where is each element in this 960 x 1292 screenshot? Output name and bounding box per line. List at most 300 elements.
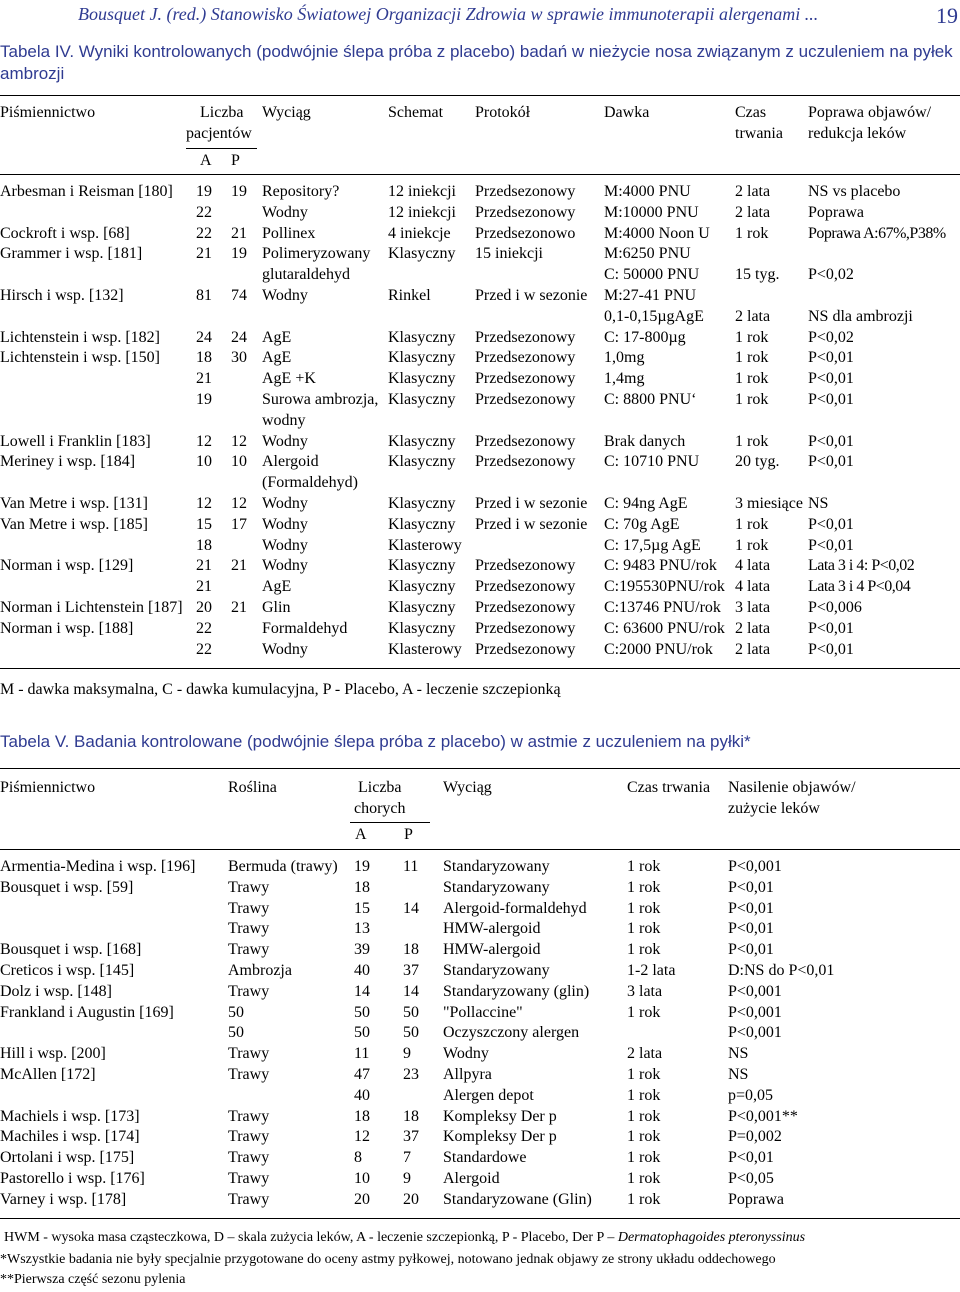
t4-cell-extract: AgE: [262, 328, 292, 346]
t4-cell-lit: Norman i wsp. [129]: [0, 557, 134, 575]
t5-cell-extract: Alergoid-formaldehyd: [443, 899, 587, 917]
t4-cell-n-p: 21: [231, 599, 247, 616]
t4-cell-protocol: Przedsezonowy: [475, 578, 576, 596]
t4-cell-schema: Klasyczny: [388, 578, 456, 596]
t4-cell-n-p: 21: [231, 557, 247, 575]
t4-cell-dose: M:27-41 PNU: [604, 287, 697, 304]
t4-cell-time: 1 rok: [735, 391, 769, 408]
footnote-species: Dermatophagoides pteronyssinus: [617, 1230, 806, 1245]
t4-cell-extract: (Formaldehyd): [262, 474, 358, 492]
t5-cell-extract: Kompleksy Der p: [443, 1107, 557, 1125]
t4-cell-result: P<0,01: [808, 349, 854, 367]
t5-cell-n-p: 18: [403, 941, 419, 959]
t5-cell-extract: "Pollaccine": [443, 1003, 523, 1021]
t5-cell-extract: Oczyszczony alergen: [443, 1024, 580, 1042]
t5-cell-result: P<0,01: [728, 1149, 774, 1167]
t5-cell-result: P<0,001: [728, 1024, 782, 1042]
t4-cell-schema: Rinkel: [388, 287, 431, 304]
t4-cell-protocol: Przedsezonowy: [475, 203, 576, 221]
t5-cell-n-a: 11: [354, 1045, 370, 1063]
t4-cell-time: 1 rok: [735, 370, 769, 388]
t4-cell-lit: Lichtenstein i wsp. [182]: [0, 328, 160, 346]
t5-cell-lit: Armentia-Medina i wsp. [196]: [0, 858, 196, 875]
t4-cell-lit: Grammer i wsp. [181]: [0, 245, 143, 263]
t5-cell-n-p: 50: [403, 1003, 419, 1021]
t4-cell-extract: Wodny: [262, 432, 308, 450]
table5-footnote-3: **Pierwsza część sezonu pylenia: [0, 1272, 186, 1287]
t4-cell-schema: Klasyczny: [388, 391, 456, 408]
t4-cell-schema: Klasyczny: [388, 515, 456, 533]
t4-cell-n-p: 74: [231, 287, 247, 304]
t4-cell-time: 2 lata: [735, 203, 771, 221]
t5-h-time: Czas trwania: [627, 779, 711, 796]
t4-cell-result: P<0,01: [808, 391, 854, 408]
t4-cell-extract: Wodny: [262, 495, 308, 512]
t5-cell-lit: Pastorello i wsp. [176]: [0, 1170, 145, 1187]
t5-cell-n-a: 13: [354, 920, 370, 938]
t4-cell-dose: C: 70g AgE: [604, 515, 680, 533]
t5-h-n2: chorych: [354, 800, 406, 817]
t4-cell-protocol: Przedsezonowy: [475, 557, 576, 575]
table4-caption: Tabela IV. Wyniki kontrolowanych (podwójnie ślepa próba z placebo) badań w nieżycie nosa związanym z uczuleniem na pyłek: [0, 42, 953, 61]
t4-cell-n-a: 19: [196, 183, 212, 200]
t5-cell-result: NS: [728, 1045, 749, 1063]
t5-cell-n-a: 50: [354, 1024, 370, 1042]
t5-cell-time: 1 rok: [627, 878, 661, 896]
t4-cell-result: P<0,01: [808, 640, 854, 658]
running-header: Bousquet J. (red.) Stanowisko Światowej Organizacji Zdrowia w sprawie immunoterapii alergenami ...: [78, 4, 819, 24]
t5-cell-plant: Ambrozja: [228, 962, 292, 979]
t4-cell-protocol: Przedsezonowy: [475, 391, 576, 408]
t4-cell-time: 4 lata: [735, 557, 771, 575]
t4-cell-extract: AgE +K: [262, 370, 316, 388]
t5-cell-n-p: 37: [403, 962, 419, 979]
t5-cell-time: 1 rok: [627, 899, 661, 917]
t5-cell-n-a: 15: [354, 899, 370, 917]
t5-cell-plant: 50: [228, 1024, 244, 1042]
t4-cell-extract: Alergoid: [262, 453, 319, 471]
t5-h-lit: Piśmiennictwo: [0, 779, 96, 796]
t4-cell-n-p: 12: [231, 495, 247, 512]
t5-cell-extract: Alergoid: [443, 1170, 500, 1187]
t4-cell-dose: Brak danych: [604, 432, 686, 450]
t4-cell-extract: Wodny: [262, 640, 308, 658]
t5-cell-extract: Standardowe: [443, 1149, 527, 1167]
table5-bottom-rule: [0, 1218, 960, 1219]
t4-cell-n-p: 24: [231, 328, 247, 346]
t4-h-schema: Schemat: [388, 104, 444, 121]
t5-cell-time: 1 rok: [627, 1190, 661, 1208]
t4-cell-dose: C:195530PNU/rok: [604, 578, 725, 596]
t5-cell-time: 1 rok: [627, 1170, 661, 1187]
t5-cell-extract: Standaryzowany: [443, 962, 550, 979]
t5-cell-n-p: 9: [403, 1045, 411, 1063]
t4-cell-dose: 1,4mg: [604, 370, 645, 388]
t4-cell-lit: Lowell i Franklin [183]: [0, 432, 151, 450]
table4-bottom-rule: [0, 668, 960, 669]
t4-cell-time: 1 rok: [735, 536, 769, 554]
t5-cell-lit: Hill i wsp. [200]: [0, 1045, 106, 1063]
t5-cell-n-a: 19: [354, 858, 370, 875]
t4-h-n-rule: [186, 148, 257, 149]
t4-cell-dose: M:6250 PNU: [604, 245, 691, 263]
t5-cell-n-a: 40: [354, 962, 370, 979]
t4-cell-lit: Norman i wsp. [188]: [0, 619, 134, 637]
t4-cell-dose: C: 9483 PNU/rok: [604, 557, 717, 575]
t4-cell-result: NS dla ambrozji: [808, 307, 913, 325]
t5-cell-n-a: 12: [354, 1128, 370, 1146]
t5-cell-n-a: 10: [354, 1170, 370, 1187]
t4-cell-time: 1 rok: [735, 432, 769, 450]
t4-cell-dose: 0,1-0,15µgAgE: [604, 307, 704, 325]
t5-cell-lit: Bousquet i wsp. [168]: [0, 941, 142, 959]
t5-cell-plant: Trawy: [228, 1149, 270, 1167]
table5-footnote-2: *Wszystkie badania nie były specjalnie przygotowane do oceny astmy pyłkowej, notowano jednak objawy ze strony układu oddechowego: [0, 1252, 776, 1267]
t4-cell-n-p: 21: [231, 224, 247, 242]
t5-cell-extract: Standaryzowane (Glin): [443, 1190, 592, 1208]
t4-cell-dose: C: 94ng AgE: [604, 495, 688, 512]
table5-footnote-1: [4, 1228, 805, 1248]
t4-h-a: A: [200, 152, 212, 169]
t4-cell-protocol: Przedsezonowy: [475, 640, 576, 658]
t5-cell-result: D:NS do P<0,01: [728, 962, 835, 979]
t4-cell-schema: 12 iniekcji: [388, 203, 456, 221]
t5-cell-plant: Trawy: [228, 1066, 270, 1083]
t4-cell-n-a: 18: [196, 349, 212, 367]
t5-cell-time: 1 rok: [627, 1086, 661, 1104]
t4-cell-n-a: 81: [196, 287, 212, 304]
t5-cell-time: 1 rok: [627, 941, 661, 959]
t5-cell-extract: Standaryzowany: [443, 858, 550, 875]
t5-cell-result: P<0,01: [728, 920, 774, 938]
t5-h-sev1: Nasilenie objawów/: [728, 779, 856, 796]
t4-cell-extract: glutaraldehyd: [262, 266, 350, 284]
t4-cell-extract: Repository?: [262, 183, 340, 200]
t4-cell-dose: C:13746 PNU/rok: [604, 599, 721, 616]
t4-h-imp2: redukcja leków: [808, 125, 907, 142]
t4-cell-result: P<0,006: [808, 599, 862, 616]
t4-cell-extract: Wodny: [262, 287, 308, 304]
table5-caption: Tabela V. Badania kontrolowane (podwójnie ślepa próba z placebo) w astmie z uczuleniem na pyłki*: [0, 732, 751, 751]
t4-cell-extract: Formaldehyd: [262, 619, 348, 637]
t5-cell-time: 1 rok: [627, 1149, 661, 1167]
t4-cell-extract: Wodny: [262, 515, 308, 533]
t4-cell-protocol: Przedsezonowy: [475, 432, 576, 450]
t4-h-lit: Piśmiennictwo: [0, 104, 96, 121]
t4-cell-lit: Arbesman i Reisman [180]: [0, 183, 173, 200]
t4-cell-dose: M:4000 PNU: [604, 183, 691, 200]
t4-cell-n-a: 21: [196, 557, 212, 575]
t5-cell-time: 1 rok: [627, 858, 661, 875]
t5-cell-plant: Trawy: [228, 878, 270, 896]
t5-cell-result: p=0,05: [728, 1086, 774, 1104]
t4-cell-time: 1 rok: [735, 224, 769, 242]
table4-top-rule: [0, 95, 960, 96]
table4-caption-cont: ambrozji: [0, 64, 65, 83]
t4-cell-schema: Klasyczny: [388, 328, 456, 346]
t4-cell-protocol: Przedsezonowy: [475, 370, 576, 388]
t5-cell-n-p: 20: [403, 1190, 419, 1208]
t5-cell-lit: Dolz i wsp. [148]: [0, 982, 112, 1000]
t4-cell-time: 2 lata: [735, 619, 771, 637]
t4-cell-result: NS vs placebo: [808, 183, 901, 200]
t5-cell-extract: HMW-alergoid: [443, 920, 541, 938]
t5-cell-result: P<0,05: [728, 1170, 774, 1187]
t4-cell-schema: Klasyczny: [388, 619, 456, 637]
t5-cell-lit: Frankland i Augustin [169]: [0, 1003, 174, 1021]
t5-cell-n-p: 14: [403, 982, 419, 1000]
t5-cell-n-a: 14: [354, 982, 370, 1000]
t5-cell-result: NS: [728, 1066, 749, 1083]
t4-cell-dose: C:2000 PNU/rok: [604, 640, 713, 658]
t4-cell-n-p: 19: [231, 183, 247, 200]
t4-cell-time: 2 lata: [735, 640, 771, 658]
t4-cell-schema: Klasterowy: [388, 536, 462, 554]
t4-cell-time: 2 lata: [735, 183, 771, 200]
t4-cell-schema: 12 iniekcji: [388, 183, 456, 200]
t5-cell-plant: Trawy: [228, 1107, 270, 1125]
t4-h-n2: pacjentów: [186, 125, 252, 142]
t5-cell-result: P<0,001**: [728, 1107, 798, 1125]
t5-cell-time: 1 rok: [627, 1128, 661, 1146]
t5-cell-lit: McAllen [172]: [0, 1066, 96, 1083]
t5-cell-result: P<0,001: [728, 858, 782, 875]
t4-cell-dose: C: 17,5µg AgE: [604, 536, 701, 554]
t4-cell-n-a: 21: [196, 245, 212, 263]
t5-cell-result: P<0,001: [728, 1003, 782, 1021]
t5-cell-n-a: 20: [354, 1190, 370, 1208]
t4-cell-schema: Klasyczny: [388, 245, 456, 263]
t5-cell-n-p: 37: [403, 1128, 419, 1146]
t4-cell-result: Lata 3 i 4: P<0,02: [808, 557, 915, 575]
t4-cell-schema: 4 iniekcje: [388, 224, 451, 242]
t4-cell-dose: 1,0mg: [604, 349, 645, 367]
t4-cell-protocol: Przedsezonowy: [475, 599, 576, 616]
t5-cell-n-p: 9: [403, 1170, 411, 1187]
t4-cell-dose: C: 17-800µg: [604, 328, 686, 346]
t4-cell-n-p: 10: [231, 453, 247, 471]
t4-cell-extract: Wodny: [262, 536, 308, 554]
t4-cell-result: NS: [808, 495, 829, 512]
t4-cell-extract: Wodny: [262, 203, 308, 221]
t5-cell-n-p: 14: [403, 899, 419, 917]
t5-cell-plant: Trawy: [228, 899, 270, 917]
t4-cell-n-a: 21: [196, 370, 212, 388]
t4-cell-n-p: 12: [231, 432, 247, 450]
t4-cell-schema: Klasyczny: [388, 453, 456, 471]
t4-cell-extract: AgE: [262, 349, 292, 367]
t5-cell-extract: Alergen depot: [443, 1086, 534, 1104]
t5-cell-time: 1 rok: [627, 1003, 661, 1021]
t4-cell-result: P<0,01: [808, 515, 854, 533]
t5-cell-plant: Trawy: [228, 1190, 270, 1208]
table5-header-rule: [0, 849, 960, 850]
t4-cell-result: Poprawa A:67%,P38%: [808, 224, 946, 242]
t5-h-extract: Wyciąg: [443, 779, 492, 796]
t4-cell-protocol: Przedsezonowy: [475, 453, 576, 471]
t4-cell-result: P<0,02: [808, 266, 854, 284]
t4-cell-extract: Polimeryzowany: [262, 245, 371, 263]
t4-cell-n-a: 21: [196, 578, 212, 596]
t5-cell-time: 1 rok: [627, 1107, 661, 1125]
t4-cell-n-a: 22: [196, 619, 212, 637]
t4-cell-time: 3 lata: [735, 599, 771, 616]
t4-cell-time: 15 tyg.: [735, 266, 780, 284]
t5-cell-extract: Wodny: [443, 1045, 489, 1063]
t5-cell-plant: Trawy: [228, 920, 270, 938]
t4-cell-time: 4 lata: [735, 578, 771, 596]
t5-cell-plant: Trawy: [228, 1045, 270, 1063]
t4-cell-n-p: 19: [231, 245, 247, 263]
t4-h-n1: Liczba: [200, 104, 244, 121]
t5-cell-lit: Varney i wsp. [178]: [0, 1190, 127, 1208]
t4-cell-time: 2 lata: [735, 307, 771, 325]
t4-cell-n-a: 22: [196, 224, 212, 242]
t4-cell-time: 1 rok: [735, 349, 769, 367]
t4-cell-extract: Pollinex: [262, 224, 316, 242]
t4-cell-protocol: Przedsezonowo: [475, 224, 576, 242]
t4-cell-schema: Klasyczny: [388, 432, 456, 450]
t4-cell-result: P<0,01: [808, 536, 854, 554]
t4-cell-extract: AgE: [262, 578, 292, 596]
t4-cell-result: Lata 3 i 4 P<0,04: [808, 578, 911, 596]
t4-cell-protocol: Przed i w sezonie: [475, 287, 588, 304]
t4-cell-n-a: 12: [196, 432, 212, 450]
t5-cell-n-a: 39: [354, 941, 370, 959]
t5-cell-lit: Creticos i wsp. [145]: [0, 962, 135, 979]
t5-cell-time: 1-2 lata: [627, 962, 676, 979]
t4-h-time1: Czas: [735, 104, 767, 121]
t5-cell-result: P<0,01: [728, 941, 774, 959]
t4-cell-n-p: 17: [231, 515, 247, 533]
t4-cell-n-a: 12: [196, 495, 212, 512]
t4-cell-extract: Wodny: [262, 557, 308, 575]
t4-cell-time: 20 tyg.: [735, 453, 780, 471]
t5-cell-result: P<0,01: [728, 878, 774, 896]
t5-cell-n-a: 50: [354, 1003, 370, 1021]
t4-cell-protocol: Przedsezonowy: [475, 183, 576, 200]
t4-cell-dose: M:4000 Noon U: [604, 224, 710, 242]
t4-cell-protocol: Przedsezonowy: [475, 349, 576, 367]
t5-h-a: A: [355, 826, 367, 843]
t5-cell-n-p: 23: [403, 1066, 419, 1083]
t4-cell-dose: C: 8800 PNU‘: [604, 391, 697, 408]
footnote-abbrev: HWM - wysoka masa cząsteczkowa, D – skala zużycia leków, A - leczenie szczepionką, P - Placebo, Der P –: [4, 1230, 615, 1245]
t5-cell-plant: Trawy: [228, 1170, 270, 1187]
t4-cell-schema: Klasyczny: [388, 557, 456, 575]
t5-cell-n-a: 18: [354, 878, 370, 896]
t4-cell-n-a: 24: [196, 328, 212, 346]
t5-cell-lit: Machiles i wsp. [174]: [0, 1128, 140, 1146]
t4-cell-result: P<0,01: [808, 619, 854, 637]
t5-cell-result: P=0,002: [728, 1128, 782, 1146]
t5-cell-n-p: 50: [403, 1024, 419, 1042]
t5-cell-n-a: 40: [354, 1086, 370, 1104]
t5-cell-plant: Bermuda (trawy): [228, 858, 338, 875]
t5-cell-n-p: 7: [403, 1149, 411, 1167]
t5-h-sev2: zużycie leków: [728, 800, 820, 817]
t5-cell-plant: Trawy: [228, 1128, 270, 1146]
t4-cell-result: P<0,01: [808, 370, 854, 388]
t4-cell-n-a: 15: [196, 515, 212, 533]
t5-cell-result: Poprawa: [728, 1190, 784, 1208]
t4-cell-schema: Klasyczny: [388, 495, 456, 512]
t5-cell-lit: Bousquet i wsp. [59]: [0, 878, 134, 896]
t4-cell-dose: C: 50000 PNU: [604, 266, 700, 284]
t5-h-plant: Roślina: [228, 779, 277, 796]
t4-h-extract: Wyciąg: [262, 104, 311, 121]
t4-cell-dose: M:10000 PNU: [604, 203, 699, 221]
t5-h-n1: Liczba: [358, 779, 402, 796]
t5-cell-extract: Standaryzowany (glin): [443, 982, 590, 1000]
t5-cell-n-a: 8: [354, 1149, 362, 1167]
t5-cell-result: P<0,001: [728, 982, 782, 1000]
t4-cell-n-a: 10: [196, 453, 212, 471]
t4-cell-extract: wodny: [262, 411, 306, 429]
t5-cell-extract: Standaryzowany: [443, 878, 550, 896]
t5-cell-plant: Trawy: [228, 982, 270, 1000]
t4-cell-result: P<0,02: [808, 328, 854, 346]
t4-cell-time: 3 miesiące: [735, 495, 803, 512]
t4-cell-schema: Klasterowy: [388, 640, 462, 658]
t4-cell-n-a: 22: [196, 640, 212, 658]
t4-cell-lit: Van Metre i wsp. [185]: [0, 515, 148, 533]
t4-cell-result: P<0,01: [808, 453, 854, 471]
t4-cell-protocol: Przed i w sezonie: [475, 495, 588, 512]
t5-cell-n-p: 18: [403, 1107, 419, 1125]
t4-cell-extract: Surowa ambrozja,: [262, 391, 379, 408]
t4-cell-n-a: 19: [196, 391, 212, 408]
t4-cell-time: 1 rok: [735, 328, 769, 346]
t4-cell-lit: Norman i Lichtenstein [187]: [0, 599, 183, 616]
t5-cell-plant: 50: [228, 1003, 244, 1021]
t5-cell-extract: Allpyra: [443, 1066, 492, 1083]
t4-cell-n-a: 18: [196, 536, 212, 554]
t5-cell-time: 3 lata: [627, 982, 663, 1000]
t4-h-p: P: [231, 152, 240, 169]
t5-cell-lit: Machiels i wsp. [173]: [0, 1107, 140, 1125]
t5-cell-time: 1 rok: [627, 920, 661, 938]
t5-cell-n-a: 18: [354, 1107, 370, 1125]
t4-cell-lit: Meriney i wsp. [184]: [0, 453, 136, 471]
t4-cell-protocol: Przed i w sezonie: [475, 515, 588, 533]
t4-cell-lit: Cockroft i wsp. [68]: [0, 224, 130, 242]
t4-cell-schema: Klasyczny: [388, 599, 456, 616]
t4-cell-schema: Klasyczny: [388, 349, 456, 367]
t4-cell-protocol: Przedsezonowy: [475, 619, 576, 637]
t5-cell-result: P<0,01: [728, 899, 774, 917]
t5-cell-extract: HMW-alergoid: [443, 941, 541, 959]
t5-cell-time: 1 rok: [627, 1066, 661, 1083]
t4-cell-schema: Klasyczny: [388, 370, 456, 388]
t5-cell-n-a: 47: [354, 1066, 370, 1083]
table4-footnote: M - dawka maksymalna, C - dawka kumulacyjna, P - Placebo, A - leczenie szczepionką: [0, 681, 561, 698]
t4-cell-dose: C: 10710 PNU: [604, 453, 700, 471]
t4-cell-lit: Hirsch i wsp. [132]: [0, 287, 124, 304]
t4-cell-protocol: Przedsezonowy: [475, 328, 576, 346]
t4-h-protocol: Protokół: [475, 104, 531, 121]
t4-cell-result: Poprawa: [808, 203, 864, 221]
t4-cell-lit: Van Metre i wsp. [131]: [0, 495, 148, 512]
t4-h-time2: trwania: [735, 125, 783, 142]
t4-cell-time: 1 rok: [735, 515, 769, 533]
t4-cell-n-a: 22: [196, 203, 212, 221]
t4-cell-protocol: 15 iniekcji: [475, 245, 543, 263]
t4-h-dose: Dawka: [604, 104, 650, 121]
page-number: 19: [936, 3, 958, 28]
t4-cell-n-p: 30: [231, 349, 247, 367]
t5-h-n-rule: [350, 822, 430, 823]
